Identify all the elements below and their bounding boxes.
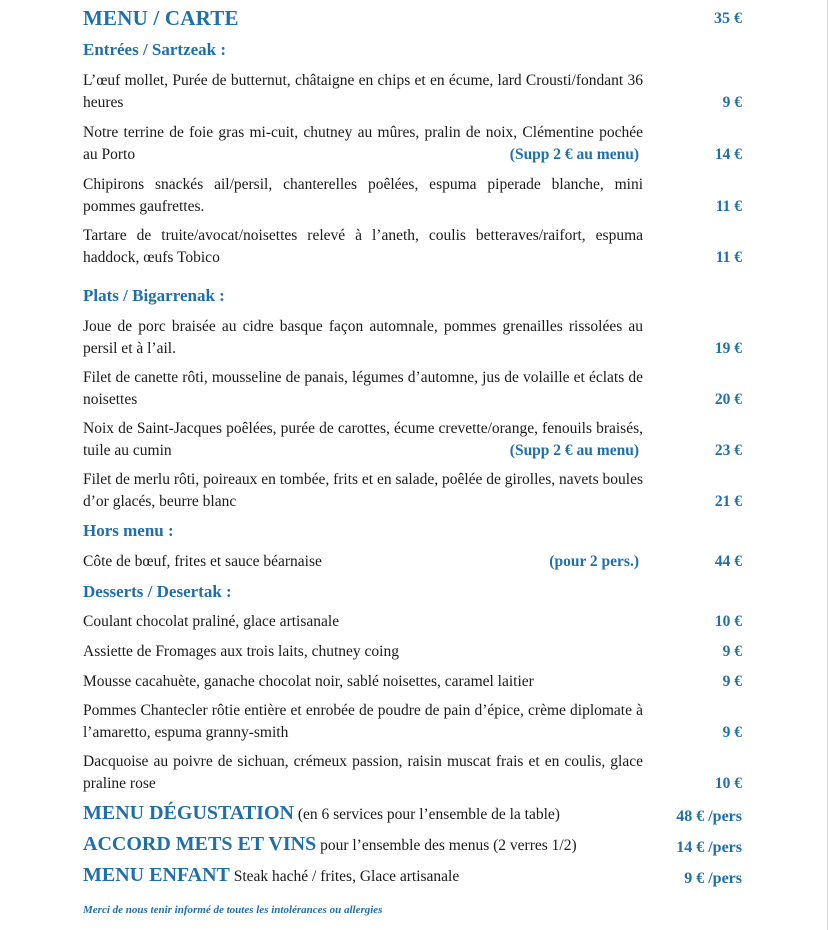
item-description: Notre terrine de foie gras mi-cuit, chutney au mûres, pralin de noix, Clémentine pochée au Porto [83,124,643,163]
section-plats: Plats / Bigarrenak : [83,286,225,305]
item-description: Coulant chocolat praliné, glace artisanale [83,613,340,630]
special-menu-enfant [83,864,742,892]
special-accord-mets-vins [83,833,742,861]
item-price: 9 € [722,673,742,690]
menu-item [83,700,742,744]
item-price: 19 € [714,340,742,357]
item-price: 11 € [715,198,742,215]
item-price: 9 € [722,643,742,660]
item-description: Joue de porc braisée au cidre basque façon automnale, pommes grenailles rissolées au persil et à l’ail. [83,318,643,357]
item-price: 9 € [722,94,742,111]
item-supplement: (pour 2 pers.) [549,553,639,570]
item-description: Filet de merlu rôti, poireaux en tombée, frits et en salade, poêlée de girolles, navets boules d’or glacés, beurre blanc [83,471,643,510]
special-price: 9 € /pers [684,870,742,887]
item-description: Côte de bœuf, frites et sauce béarnaise [83,553,322,570]
item-price: 44 € [714,553,742,570]
menu-item [83,225,742,269]
item-price: 20 € [714,391,742,408]
item-price: 14 € [714,146,742,163]
special-title: MENU ENFANT [83,864,230,886]
menu-item [83,551,742,573]
item-price: 11 € [715,249,742,266]
menu-item [83,174,742,218]
menu-item [83,316,742,360]
special-detail: (en 6 services pour l’ensemble de la table) [293,806,560,823]
menu-item [83,641,742,663]
item-description: Filet de canette rôti, mousseline de panais, légumes d’automne, jus de volaille et éclats de noisettes [83,369,643,408]
special-title: ACCORD METS ET VINS [83,833,317,855]
menu-item [83,751,742,795]
menu-item [83,122,742,166]
menu-item [83,469,742,513]
item-description: Chipirons snackés ail/persil, chanterelles poêlées, espuma piperade blanche, mini pommes gaufrettes. [83,176,643,215]
item-description: L’œuf mollet, Purée de butternut, châtaigne en chips et en écume, lard Crousti/fondant 36 heures [83,72,643,111]
item-price: 9 € [722,724,742,741]
special-detail: pour l’ensemble des menus (2 verres 1/2) [316,837,577,854]
special-price: 14 € /pers [676,839,742,856]
item-description: Noix de Saint-Jacques poêlées, purée de carottes, écume crevette/orange, fenouils braisés, tuile au cumin [83,420,643,459]
item-supplement: (Supp 2 € au menu) [509,146,639,163]
special-price: 48 € /pers [676,808,742,825]
menu-item [83,671,742,693]
section-hors-menu: Hors menu : [83,521,174,540]
section-desserts: Desserts / Desertak : [83,582,232,601]
menu-item [83,611,742,633]
menu-title: MENU / CARTE [83,6,239,30]
item-price: 23 € [714,442,742,459]
item-supplement: (Supp 2 € au menu) [509,442,639,459]
item-description: Tartare de truite/avocat/noisettes relevé à l’aneth, coulis betteraves/raifort, espuma haddock, œufs Tobico [83,227,643,266]
menu-item [83,70,742,114]
menu-header [83,6,742,36]
section-entrees: Entrées / Sartzeak : [83,40,227,59]
menu-price: 35 € [714,10,742,27]
item-price: 10 € [714,775,742,792]
allergy-note: Merci de nous tenir informé de toutes les intolérances ou allergies [83,904,383,916]
item-price: 21 € [714,493,742,510]
special-detail: Steak haché / frites, Glace artisanale [229,868,460,885]
menu-item [83,418,742,462]
special-menu-degustation [83,802,742,830]
item-description: Mousse cacahuète, ganache chocolat noir, sablé noisettes, caramel laitier [83,673,534,690]
item-price: 10 € [714,613,742,630]
item-description: Dacquoise au poivre de sichuan, crémeux passion, raisin muscat frais et en coulis, glace praline rose [83,753,643,792]
menu-item [83,367,742,411]
item-description: Assiette de Fromages aux trois laits, chutney coing [83,643,399,660]
item-description: Pommes Chantecler rôtie entière et enrobée de poudre de pain d’épice, crème diplomate à l’amaretto, espuma granny-smith [83,702,643,741]
special-title: MENU DÉGUSTATION [83,802,294,824]
